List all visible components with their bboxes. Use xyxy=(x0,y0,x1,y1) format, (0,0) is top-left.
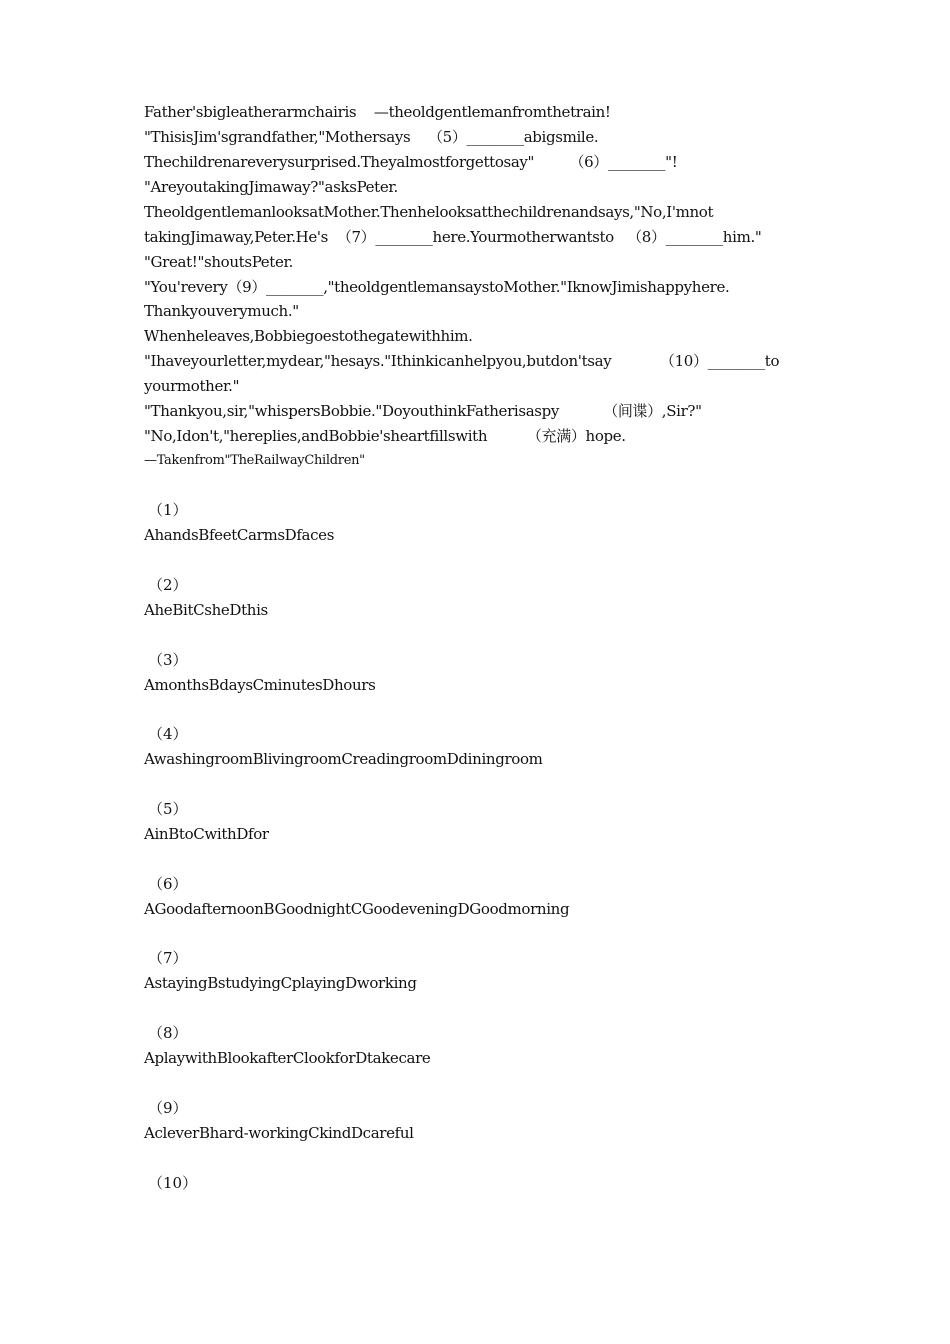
passage-line: "AreyoutakingJimaway?"asksPeter. xyxy=(144,178,398,196)
passage-line: "You'revery（9）________,"theoldgentlemansaystoMother."IknowJimishappyhere. xyxy=(144,278,730,296)
question-options: AGoodafternoonBGoodnightCGoodeveningDGoodmorning xyxy=(144,900,570,918)
question-options: AcleverBhard-workingCkindDcareful xyxy=(144,1124,414,1142)
passage-line: Father'sbigleatherarmchairis —theoldgentlemanfromthetrain! xyxy=(144,103,611,121)
question-number: （5） xyxy=(148,800,188,818)
question-number: （2） xyxy=(148,576,188,594)
question-number: （3） xyxy=(148,651,188,669)
passage-source: —Takenfrom"TheRailwayChildren" xyxy=(144,453,365,468)
passage-line: takingJimaway,Peter.He's （7）________here.Yourmotherwantsto （8）________him." xyxy=(144,228,762,246)
question-options: AhandsBfeetCarmsDfaces xyxy=(144,526,335,544)
passage-line: TheoldgentlemanlooksatMother.Thenhelooksatthechildrenandsays,"No,I'mnot xyxy=(144,203,714,221)
passage-line: "Ihaveyourletter,mydear,"hesays."Ithinkicanhelpyou,butdon'tsay （10）________to xyxy=(144,352,780,370)
passage-line: Whenheleaves,Bobbiegoestothegatewithhim. xyxy=(144,327,473,345)
question-number: （7） xyxy=(148,949,188,967)
question-number: （4） xyxy=(148,725,188,743)
question-options: AstayingBstudyingCplayingDworking xyxy=(144,974,417,992)
question-options: AwashingroomBlivingroomCreadingroomDdiningroom xyxy=(144,750,543,768)
passage-line: "ThisisJim'sgrandfather,"Mothersays （5）________abigsmile. xyxy=(144,128,599,146)
question-options: AheBitCsheDthis xyxy=(144,601,268,619)
question-options: AmonthsBdaysCminutesDhours xyxy=(144,676,376,694)
question-number: （9） xyxy=(148,1099,188,1117)
question-options: AplaywithBlookafterClookforDtakecare xyxy=(144,1049,431,1067)
question-number: （10） xyxy=(148,1174,198,1192)
passage-line: Thechildrenareverysurprised.Theyalmostforgettosay" （6）________"! xyxy=(144,153,678,171)
passage-line: "No,Idon't,"hereplies,andBobbie'sheartfillswith （充满）hope. xyxy=(144,427,626,445)
passage-line: "Thankyou,sir,"whispersBobbie."DoyouthinkFatherisaspy （间谍）,Sir?" xyxy=(144,402,702,420)
passage-line: Thankyouverymuch." xyxy=(144,302,299,320)
question-options: AinBtoCwithDfor xyxy=(144,825,269,843)
question-number: （1） xyxy=(148,501,188,519)
question-number: （6） xyxy=(148,875,188,893)
passage-line: "Great!"shoutsPeter. xyxy=(144,253,294,271)
passage-line: yourmother." xyxy=(144,377,240,395)
question-number: （8） xyxy=(148,1024,188,1042)
